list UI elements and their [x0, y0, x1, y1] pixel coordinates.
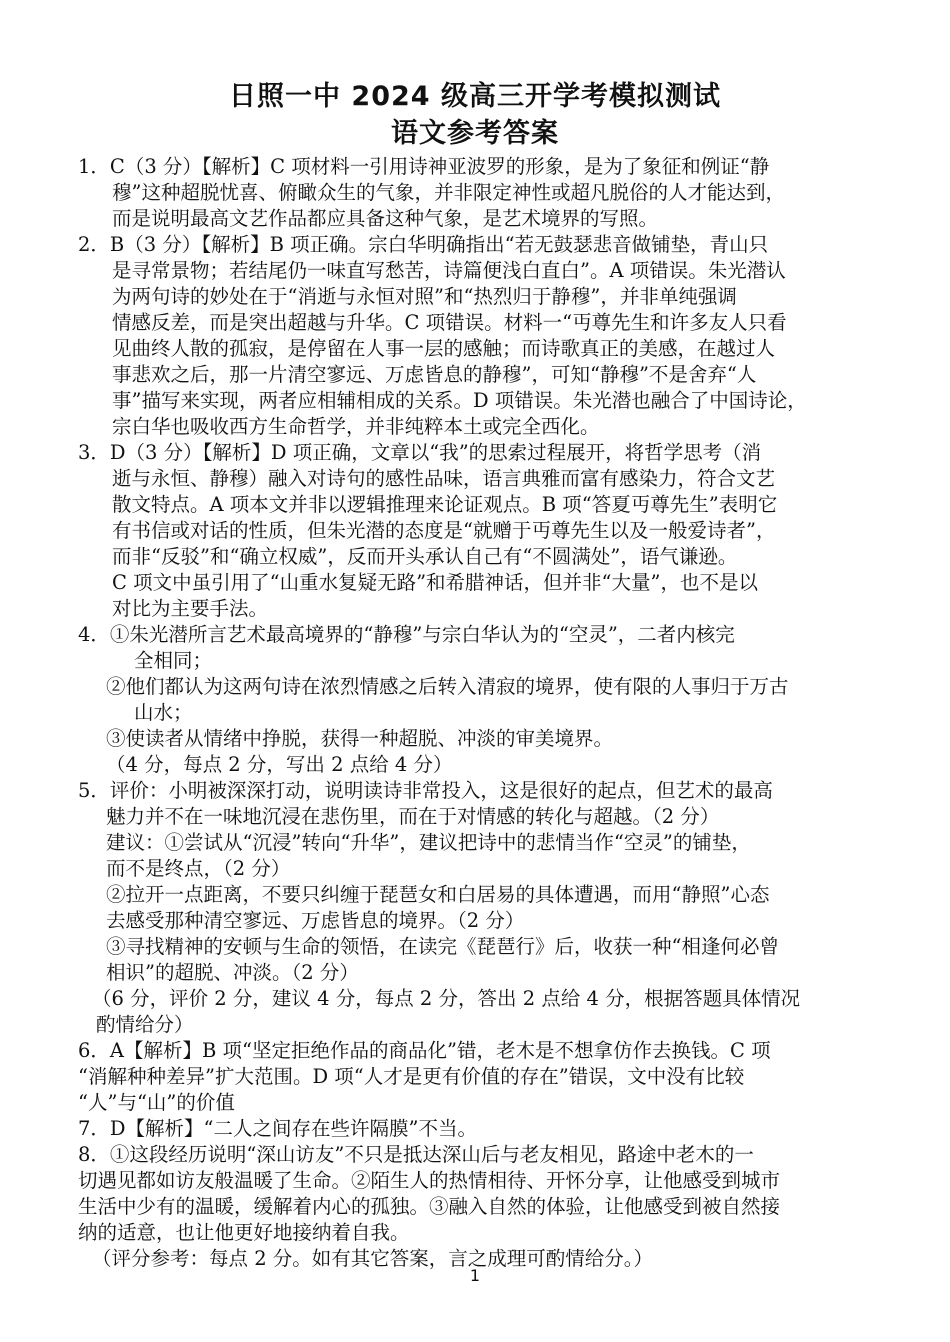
- text-line: 切遇见都如访友般温暖了生命。②陌生人的热情相待、开怀分享，让他感受到城市: [78, 1169, 781, 1192]
- text-line: 生活中少有的温暖，缓解着内心的孤独。③融入自然的体验，让他感受到被自然接: [78, 1195, 781, 1218]
- text-line: “消解种种差异”扩大范围。D 项“人才是更有价值的存在”错误，文中没有比较: [78, 1065, 745, 1088]
- text-line: 1．C（3 分）【解析】C 项材料一引用诗神亚波罗的形象，是为了象征和例证“静: [78, 155, 770, 178]
- text-line: 散文特点。A 项本文并非以逻辑推理来论证观点。B 项“答夏丏尊先生”表明它: [112, 493, 778, 516]
- text-line: 宗白华也吸收西方生命哲学，并非纯粹本土或完全西化。: [112, 415, 600, 438]
- text-line: ②他们都认为这两句诗在浓烈情感之后转入清寂的境界，使有限的人事归于万古: [106, 675, 789, 698]
- text-line: 有书信或对话的性质，但朱光潜的态度是“就赠于丏尊先生以及一般爱诗者”，: [112, 519, 776, 542]
- text-line: 逝与永恒、静穆）融入对诗句的感性品味，语言典雅而富有感染力，符合文艺: [112, 467, 776, 490]
- text-line: 酌情给分）: [96, 1013, 194, 1036]
- text-line: 为两句诗的妙处在于“消逝与永恒对照”和“热烈归于静穆”，并非单纯强调: [112, 285, 737, 308]
- text-line: 去感受那种清空寥远、万虑皆息的境界。（2 分）: [106, 909, 525, 932]
- text-line: 而是说明最高文艺作品都应具备这种气象，是艺术境界的写照。: [112, 207, 659, 230]
- text-line: 事”描写来实现，两者应相辅相成的关系。D 项错误。朱光潜也融合了中国诗论，: [112, 389, 807, 412]
- text-line: （4 分，每点 2 分，写出 2 点给 4 分）: [106, 753, 453, 776]
- text-line: 情感反差，而是突出超越与升华。C 项错误。材料一“丏尊先生和许多友人只看: [112, 311, 787, 334]
- text-line: ③寻找精神的安顿与生命的领悟，在读完《琵琶行》后，收获一种“相逢何必曾: [106, 935, 779, 958]
- text-line: C 项文中虽引用了“山重水复疑无路”和希腊神话，但并非“大量”，也不是以: [112, 571, 758, 594]
- text-line: 纳的适意，也让他更好地接纳着自我。: [78, 1221, 410, 1244]
- text-line: ③使读者从情绪中挣脱，获得一种超脱、冲淡的审美境界。: [106, 727, 614, 750]
- text-line: 3．D（3 分）【解析】D 项正确，文章以“我”的思索过程展开，将哲学思考（消: [78, 441, 762, 464]
- text-line: 全相同；: [134, 649, 213, 672]
- text-line: ②拉开一点距离，不要只纠缠于琵琶女和白居易的具体遭遇，而用“静照”心态: [106, 883, 770, 906]
- text-line: 7．D【解析】“二人之间存在些许隔膜”不当。: [78, 1117, 477, 1140]
- text-line: “人”与“山”的价值: [78, 1091, 235, 1114]
- text-line: 魅力并不在一味地沉浸在悲伤里，而在于对情感的转化与超越。（2 分）: [106, 805, 720, 828]
- text-line: 是寻常景物；若结尾仍一味直写愁苦，诗篇便浅白直白”。A 项错误。朱光潜认: [112, 259, 786, 282]
- text-line: 而非“反驳”和“确立权威”，反而开头承认自己有“不圆满处”，语气谦逊。: [112, 545, 738, 568]
- text-line: 穆”这种超脱忧喜、俯瞰众生的气象，并非限定神性或超凡脱俗的人才能达到，: [112, 181, 785, 204]
- text-line: （评分参考：每点 2 分。如有其它答案，言之成理可酌情给分。）: [92, 1247, 654, 1270]
- text-line: 6．A【解析】B 项“坚定拒绝作品的商品化”错，老木是不想拿仿作去换钱。C 项: [78, 1039, 771, 1062]
- text-line: 8．①这段经历说明“深山访友”不只是抵达深山后与老友相见，路途中老木的一: [78, 1143, 754, 1166]
- text-line: 2．B（3 分）【解析】B 项正确。宗白华明确指出“若无鼓瑟悲音做铺垫，青山只: [78, 233, 769, 256]
- page-subtitle: 语文参考答案: [391, 118, 559, 149]
- text-line: 对比为主要手法。: [112, 597, 269, 620]
- text-line: 建议：①尝试从“沉浸”转向“升华”，建议把诗中的悲情当作“空灵”的铺垫，: [106, 831, 751, 854]
- text-line: 事悲欢之后，那一片清空寥远、万虑皆息的静穆”，可知“静穆”不是舍弃“人: [112, 363, 757, 386]
- text-line: 而不是终点，（2 分）: [106, 857, 291, 880]
- text-line: 4．①朱光潜所言艺术最高境界的“静穆”与宗白华认为的“空灵”，二者内核完: [78, 623, 735, 646]
- page-number: 1: [469, 1266, 481, 1285]
- text-line: 见曲终人散的孤寂，是停留在人事一层的感触；而诗歌真正的美感，在越过人: [112, 337, 776, 360]
- text-line: （6 分，评价 2 分，建议 4 分，每点 2 分，答出 2 点给 4 分，根据答题具体情况: [92, 987, 801, 1010]
- text-line: 相识”的超脱、冲淡。（2 分）: [106, 961, 359, 984]
- text-line: 5．评价：小明被深深打动，说明读诗非常投入，这是很好的起点，但艺术的最高: [78, 779, 773, 802]
- answer-body: [0, 154, 950, 1272]
- page-title: 日照一中 2024 级高三开学考模拟测试: [229, 81, 721, 112]
- text-line: 山水；: [134, 701, 193, 724]
